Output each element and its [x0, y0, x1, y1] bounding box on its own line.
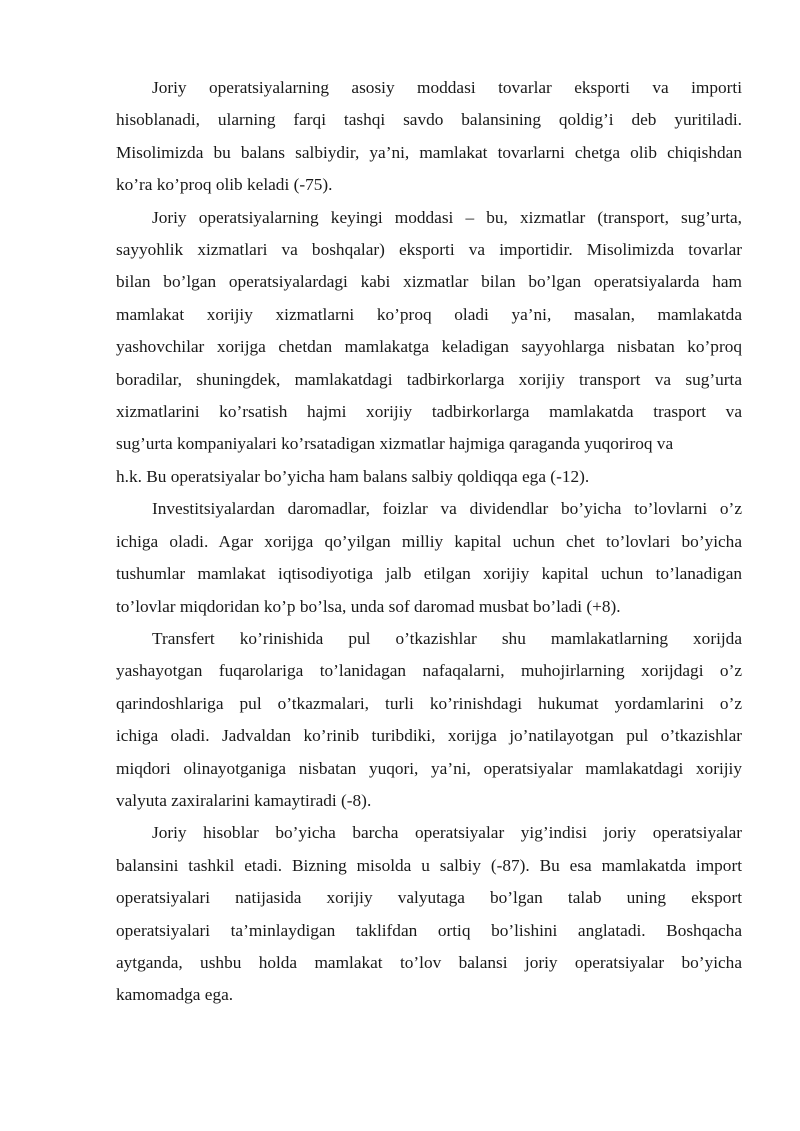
paragraph-trade-balance: [116, 72, 742, 202]
text-line: operatsiyalari ta’minlaydigan taklifdan ortiq bo’lishini anglatadi. Boshqacha: [116, 920, 742, 940]
text-line: valyuta zaxiralarini kamaytiradi (-8).: [116, 790, 372, 810]
text-line: sug’urta kompaniyalari ko’rsatadigan xizmatlar hajmiga qaraganda yuqoriroq va: [116, 434, 674, 454]
text-line: operatsiyalari natijasida xorijiy valyutaga bo’lgan talab uning eksport: [116, 888, 742, 908]
text-line: Joriy operatsiyalarning keyingi moddasi – bu, xizmatlar (transport, sug’urta,: [152, 207, 742, 227]
text-line: ko’ra ko’proq olib keladi (-75).: [116, 175, 333, 195]
text-line: miqdori olinayotganiga nisbatan yuqori, ya’ni, operatsiyalar mamlakatdagi xorijiy: [116, 758, 742, 778]
text-line: to’lovlar miqdoridan ko’p bo’lsa, unda sof daromad musbat bo’ladi (+8).: [116, 596, 621, 616]
paragraph-current-account: [116, 817, 742, 1011]
text-line: Joriy hisoblar bo’yicha barcha operatsiyalar yig’indisi joriy operatsiyalar: [152, 823, 742, 843]
paragraph-services: [116, 202, 742, 494]
text-line: yashovchilar xorijga chetdan mamlakatga keladigan sayyohlarga nisbatan ko’proq: [116, 337, 742, 357]
text-line: Misolimizda bu balans salbiydir, ya’ni, mamlakat tovarlarni chetga olib chiqishdan: [116, 142, 742, 162]
text-line: Joriy operatsiyalarning asosiy moddasi tovarlar eksporti va importi: [152, 78, 742, 97]
text-line: kamomadga ega.: [116, 985, 234, 1005]
text-line: aytganda, ushbu holda mamlakat to’lov balansi joriy operatsiyalar bo’yicha: [116, 952, 742, 972]
text-line: ichiga oladi. Agar xorijga qo’yilgan milliy kapital uchun chet to’lovlari bo’yicha: [116, 531, 742, 551]
text-line: hisoblanadi, ularning farqi tashqi savdo balansining qoldig’i deb yuritiladi.: [116, 110, 742, 130]
text-line: mamlakat xorijiy xizmatlarni ko’proq oladi ya’ni, masalan, mamlakatda: [116, 304, 742, 324]
text-line: tushumlar mamlakat iqtisodiyotiga jalb etilgan xorijiy kapital uchun to’lanadigan: [116, 564, 742, 584]
text-line: qarindoshlariga pul o’tkazmalari, turli ko’rinishdagi hukumat yordamlarini o’z: [116, 693, 742, 713]
text-line: Transfert ko’rinishida pul o’tkazishlar shu mamlakatlarning xorijda: [152, 628, 742, 648]
text-line: bilan bo’lgan operatsiyalardagi kabi xizmatlar bilan bo’lgan operatsiyalarda ham: [116, 272, 742, 292]
text-line: ichiga oladi. Jadvaldan ko’rinib turibdiki, xorijga jo’natilayotgan pul o’tkazishlar: [116, 726, 742, 746]
text-line: xizmatlarini ko’rsatish hajmi xorijiy tadbirkorlarga mamlakatda trasport va: [116, 402, 742, 422]
text-line: balansini tashkil etadi. Bizning misolda u salbiy (-87). Bu esa mamlakatda import: [116, 855, 742, 875]
document-page: [116, 72, 742, 1012]
text-line: sayyohlik xizmatlari va boshqalar) eksporti va importidir. Misolimizda tovarlar: [116, 240, 742, 260]
text-line: yashayotgan fuqarolariga to’lanidagan nafaqalarni, muhojirlarning xorijdagi o’z: [116, 661, 742, 681]
paragraph-investment-income: [116, 493, 742, 623]
text-line: boradilar, shuningdek, mamlakatdagi tadbirkorlarga xorijiy transport va sug’urta: [116, 369, 742, 389]
paragraph-transfers: [116, 623, 742, 817]
text-line: h.k. Bu operatsiyalar bo’yicha ham balans salbiy qoldiqqa ega (-12).: [116, 466, 590, 486]
text-line: Investitsiyalardan daromadlar, foizlar va dividendlar bo’yicha to’lovlarni o’z: [152, 499, 742, 519]
